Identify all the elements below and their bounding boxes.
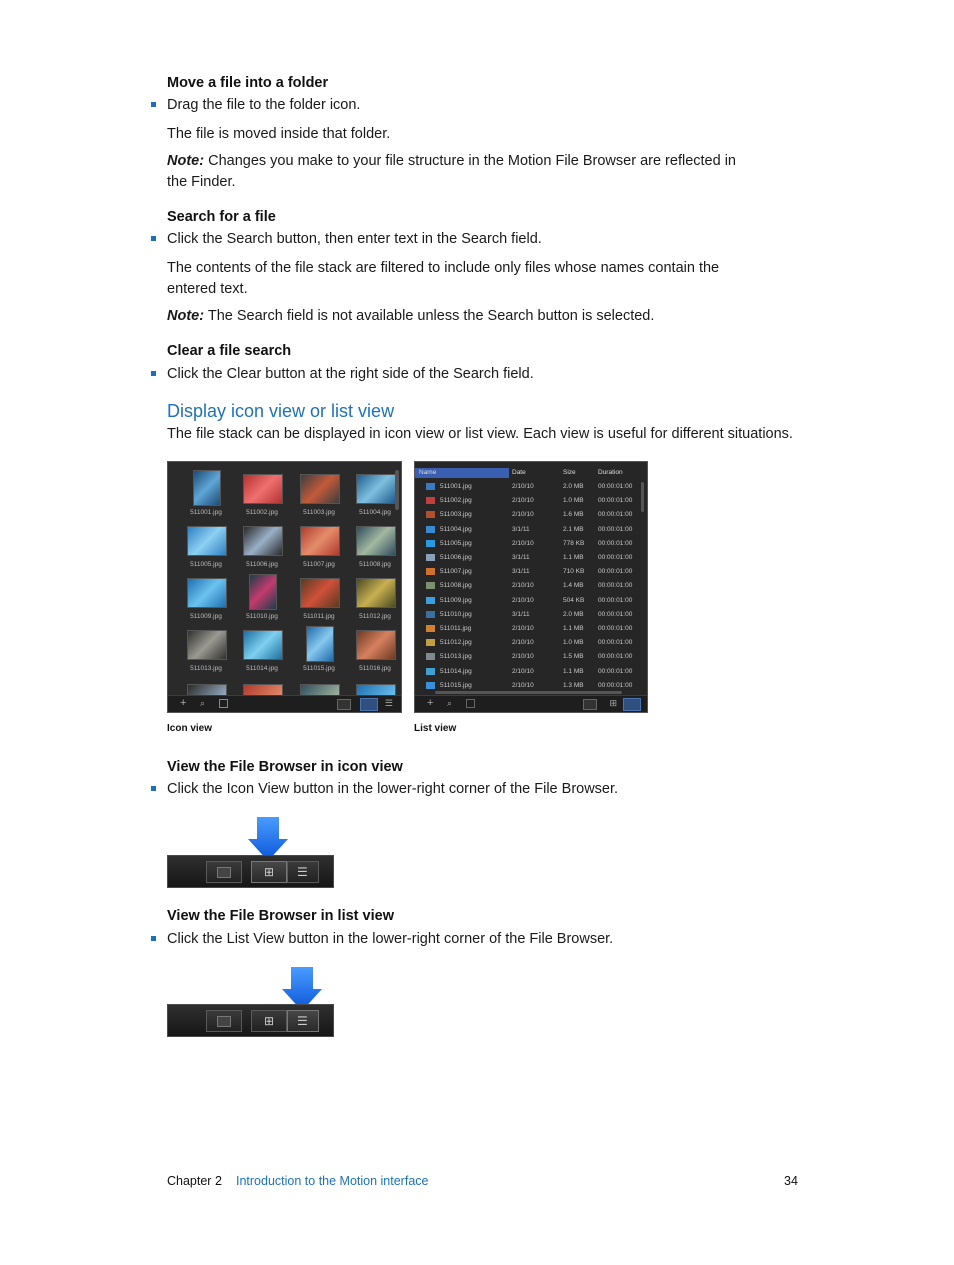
duration-cell: 00:00:01:00: [598, 483, 633, 490]
list-view-caption: List view: [414, 723, 457, 734]
date-cell: 2/10/10: [512, 539, 534, 547]
file-thumbnail-icon: [426, 625, 435, 632]
file-thumbnail-icon: [426, 653, 435, 660]
file-name-cell: 511001.jpg: [440, 483, 472, 490]
size-cell: 2.1 MB: [563, 525, 584, 533]
list-view-button[interactable]: [287, 861, 319, 883]
date-cell: 3/1/11: [512, 554, 530, 561]
list-row[interactable]: [415, 622, 647, 636]
duration-cell: 00:00:01:00: [598, 667, 633, 675]
date-cell: 3/1/11: [512, 525, 530, 533]
file-thumbnail[interactable]: [243, 474, 283, 504]
file-thumbnail-icon: [426, 483, 435, 490]
file-thumbnail-icon: [426, 497, 435, 504]
list-row[interactable]: [415, 636, 647, 650]
horizontal-scrollbar[interactable]: [435, 691, 622, 694]
list-panel-toolbar: [415, 695, 647, 712]
size-cell: 778 KB: [563, 539, 585, 547]
date-cell: 3/1/11: [512, 610, 530, 618]
move-note-text: Changes you make to your file structure in the Motion File Browser are reflected in: [208, 153, 736, 169]
date-cell: 2/10/10: [512, 653, 534, 661]
file-name-label: 511012.jpg: [359, 613, 391, 620]
list-row[interactable]: [415, 537, 647, 551]
list-header: [415, 468, 647, 478]
duration-cell: 00:00:01:00: [598, 596, 633, 604]
move-heading: Move a file into a folder: [167, 75, 329, 91]
preview-icon[interactable]: [583, 699, 597, 710]
icon-view-caption: Icon view: [167, 723, 213, 734]
duration-cell: 00:00:01:00: [598, 539, 633, 547]
section-intro: The file stack can be displayed in icon view or list view. Each view is useful for different situations.: [167, 426, 793, 442]
file-thumbnail[interactable]: [356, 526, 396, 556]
file-thumbnail-icon: [426, 611, 435, 618]
size-cell: 1.1 MB: [563, 625, 584, 632]
icon-mode-heading: View the File Browser in icon view: [167, 759, 403, 775]
size-cell: 1.5 MB: [563, 653, 584, 661]
search-note-text: The Search field is not available unless the Search button is selected.: [207, 308, 655, 324]
search-heading: Search for a file: [167, 209, 276, 225]
clear-step: Click the Clear button at the right side of the Search field.: [167, 366, 534, 382]
list-row[interactable]: [415, 608, 647, 622]
file-name-label: 511013.jpg: [190, 665, 222, 672]
grid-icon: ⊞: [264, 865, 275, 879]
list-row[interactable]: [415, 480, 647, 494]
grid-icon: ⊞: [264, 1014, 275, 1028]
size-cell: 1.1 MB: [563, 554, 584, 561]
date-cell: 2/10/10: [512, 511, 534, 519]
duration-cell: 00:00:01:00: [598, 639, 633, 647]
list-view-panel: [414, 461, 648, 713]
duration-cell: 00:00:01:00: [598, 568, 633, 576]
size-cell: 2.0 MB: [563, 610, 584, 618]
file-thumbnail-icon: [426, 668, 435, 675]
file-name-cell: 511009.jpg: [440, 596, 472, 604]
search-note: [167, 306, 654, 327]
file-thumbnail[interactable]: [243, 630, 283, 660]
file-name-cell: 511012.jpg: [440, 639, 472, 647]
preview-button[interactable]: [206, 861, 242, 883]
date-cell: 3/1/11: [512, 568, 530, 576]
icon-view-panel: [167, 461, 402, 713]
list-row[interactable]: [415, 508, 647, 522]
name-header-label: Name: [419, 469, 437, 476]
footer-chapter-link[interactable]: Introduction to the Motion interface: [236, 1174, 429, 1188]
date-cell: 2/10/10: [512, 625, 534, 632]
date-cell: 2/10/10: [512, 681, 534, 689]
size-column-header[interactable]: Size: [563, 469, 576, 476]
file-thumbnail[interactable]: [249, 574, 277, 610]
file-name-label: 511009.jpg: [190, 613, 222, 620]
size-cell: 1.4 MB: [563, 582, 584, 590]
file-name-label: 511015.jpg: [303, 665, 335, 672]
search-result-1: The contents of the file stack are filtered to include only files whose names contain the: [167, 260, 720, 276]
preview-icon[interactable]: [337, 699, 351, 710]
file-name-label: 511004.jpg: [359, 509, 391, 516]
file-thumbnail-icon: [426, 511, 435, 518]
section-title: Display icon view or list view: [167, 401, 395, 421]
info-icon[interactable]: [219, 699, 228, 708]
icon-mode-step: Click the Icon View button in the lower-right corner of the File Browser.: [167, 781, 619, 797]
file-name-cell: 511013.jpg: [440, 653, 472, 661]
size-cell: 710 KB: [563, 568, 585, 576]
search-icon[interactable]: ⌕: [200, 698, 206, 708]
date-cell: 2/10/10: [512, 639, 534, 647]
file-thumbnail-icon: [426, 639, 435, 646]
duration-cell: 00:00:01:00: [598, 653, 633, 661]
bullet-marker: [151, 102, 156, 107]
scrollbar[interactable]: [395, 470, 399, 510]
size-cell: 1.1 MB: [563, 667, 584, 675]
name-column-header[interactable]: [415, 468, 509, 478]
file-name-label: 511006.jpg: [246, 561, 278, 568]
list-row[interactable]: [415, 551, 647, 565]
file-thumbnail-icon: [426, 568, 435, 575]
duration-cell: 00:00:01:00: [598, 511, 633, 519]
date-cell: 2/10/10: [512, 596, 534, 604]
preview-icon: [217, 867, 231, 878]
file-name-label: 511002.jpg: [246, 509, 278, 516]
view-button-strip: [167, 855, 334, 888]
duration-cell: 00:00:01:00: [598, 554, 633, 561]
file-name-label: 511003.jpg: [303, 509, 335, 516]
bullet-marker: [151, 936, 156, 941]
size-cell: 1.0 MB: [563, 639, 584, 647]
date-cell: 2/10/10: [512, 483, 534, 490]
list-view-button-icon[interactable]: [623, 698, 641, 711]
file-thumbnail[interactable]: [300, 474, 340, 504]
icon-panel-toolbar: [168, 695, 401, 712]
move-step: Drag the file to the folder icon.: [167, 97, 361, 113]
file-name-cell: 511008.jpg: [440, 582, 472, 590]
list-row[interactable]: [415, 665, 647, 679]
file-thumbnail[interactable]: [187, 630, 227, 660]
duration-cell: 00:00:01:00: [598, 582, 633, 590]
list-row[interactable]: [415, 565, 647, 579]
file-thumbnail-icon: [426, 597, 435, 604]
date-column-header[interactable]: Date: [512, 469, 526, 476]
file-thumbnail-icon: [426, 554, 435, 561]
file-name-cell: 511003.jpg: [440, 511, 472, 519]
file-name-label: 511007.jpg: [303, 561, 335, 568]
file-thumbnail[interactable]: [300, 526, 340, 556]
file-thumbnail-icon: [426, 682, 435, 689]
file-name-cell: 511014.jpg: [440, 667, 472, 675]
date-cell: 2/10/10: [512, 497, 534, 505]
page-number: 34: [784, 1174, 798, 1188]
file-name-cell: 511005.jpg: [440, 539, 472, 547]
file-name-cell: 511006.jpg: [440, 554, 472, 561]
file-name-label: 511005.jpg: [190, 561, 222, 568]
bullet-marker: [151, 786, 156, 791]
clear-heading: Clear a file search: [167, 343, 292, 359]
search-step: Click the Search button, then enter text in the Search field.: [167, 231, 542, 247]
file-name-cell: 511007.jpg: [440, 568, 472, 576]
file-thumbnail[interactable]: [300, 578, 340, 608]
list-row[interactable]: [415, 650, 647, 664]
icon-view-button[interactable]: [251, 1010, 287, 1032]
list-row[interactable]: [415, 579, 647, 593]
file-name-cell: 511010.jpg: [440, 610, 472, 618]
list-row[interactable]: [415, 523, 647, 537]
move-note-cont: the Finder.: [167, 174, 236, 190]
view-button-strip: [167, 1004, 334, 1037]
note-label: Note:: [167, 308, 205, 324]
list-view-button-icon[interactable]: ☰: [384, 698, 393, 708]
icon-view-button-icon[interactable]: ⊞: [609, 698, 617, 708]
file-thumbnail-icon: [426, 540, 435, 547]
move-note: [167, 151, 736, 172]
file-name-label: 511016.jpg: [359, 665, 391, 672]
file-name-label: 511010.jpg: [246, 613, 278, 620]
file-thumbnail-icon: [426, 582, 435, 589]
icon-view-button-icon[interactable]: [360, 698, 378, 711]
list-mode-heading: View the File Browser in list view: [167, 908, 394, 924]
add-icon[interactable]: +: [427, 697, 434, 709]
list-row[interactable]: [415, 594, 647, 608]
file-name-label: 511011.jpg: [303, 613, 335, 620]
file-name-label: 511001.jpg: [190, 509, 222, 516]
list-icon: ☰: [297, 865, 308, 879]
file-name-label: 511014.jpg: [246, 665, 278, 672]
scrollbar[interactable]: [641, 482, 644, 512]
file-thumbnail[interactable]: [187, 578, 227, 608]
file-name-cell: 511011.jpg: [440, 625, 472, 632]
file-name-cell: 511004.jpg: [440, 525, 472, 533]
preview-icon: [217, 1016, 231, 1027]
duration-column-header[interactable]: Duration: [598, 469, 623, 476]
duration-cell: 00:00:01:00: [598, 681, 633, 689]
search-icon[interactable]: ⌕: [447, 698, 453, 708]
list-mode-step: Click the List View button in the lower-right corner of the File Browser.: [167, 931, 614, 947]
preview-button[interactable]: [206, 1010, 242, 1032]
duration-cell: 00:00:01:00: [598, 625, 633, 632]
file-thumbnail[interactable]: [356, 474, 396, 504]
date-cell: 2/10/10: [512, 582, 534, 590]
file-thumbnail[interactable]: [193, 470, 221, 506]
note-label: Note:: [167, 153, 205, 169]
file-thumbnail[interactable]: [356, 578, 396, 608]
search-result-2: entered text.: [167, 281, 248, 297]
file-thumbnail[interactable]: [187, 526, 227, 556]
size-cell: 504 KB: [563, 596, 585, 604]
duration-cell: 00:00:01:00: [598, 497, 633, 505]
size-cell: 1.0 MB: [563, 497, 584, 505]
list-icon: ☰: [297, 1014, 308, 1028]
file-thumbnail[interactable]: [356, 630, 396, 660]
file-name-cell: 511015.jpg: [440, 681, 472, 689]
icon-view-button[interactable]: [251, 861, 287, 883]
duration-cell: 00:00:01:00: [598, 610, 633, 618]
bullet-marker: [151, 236, 156, 241]
duration-cell: 00:00:01:00: [598, 525, 633, 533]
info-icon[interactable]: [466, 699, 475, 708]
file-thumbnail-icon: [426, 526, 435, 533]
file-name-cell: 511002.jpg: [440, 497, 472, 505]
list-row[interactable]: [415, 494, 647, 508]
size-cell: 1.6 MB: [563, 511, 584, 519]
bullet-marker: [151, 371, 156, 376]
footer-chapter: Chapter 2: [167, 1174, 222, 1188]
file-name-label: 511008.jpg: [359, 561, 391, 568]
size-cell: 1.3 MB: [563, 681, 584, 689]
file-thumbnail[interactable]: [243, 526, 283, 556]
add-icon[interactable]: +: [180, 697, 187, 709]
file-thumbnail[interactable]: [306, 626, 334, 662]
size-cell: 2.0 MB: [563, 483, 584, 490]
list-view-button[interactable]: [287, 1010, 319, 1032]
date-cell: 2/10/10: [512, 667, 534, 675]
move-result: The file is moved inside that folder.: [167, 126, 391, 142]
